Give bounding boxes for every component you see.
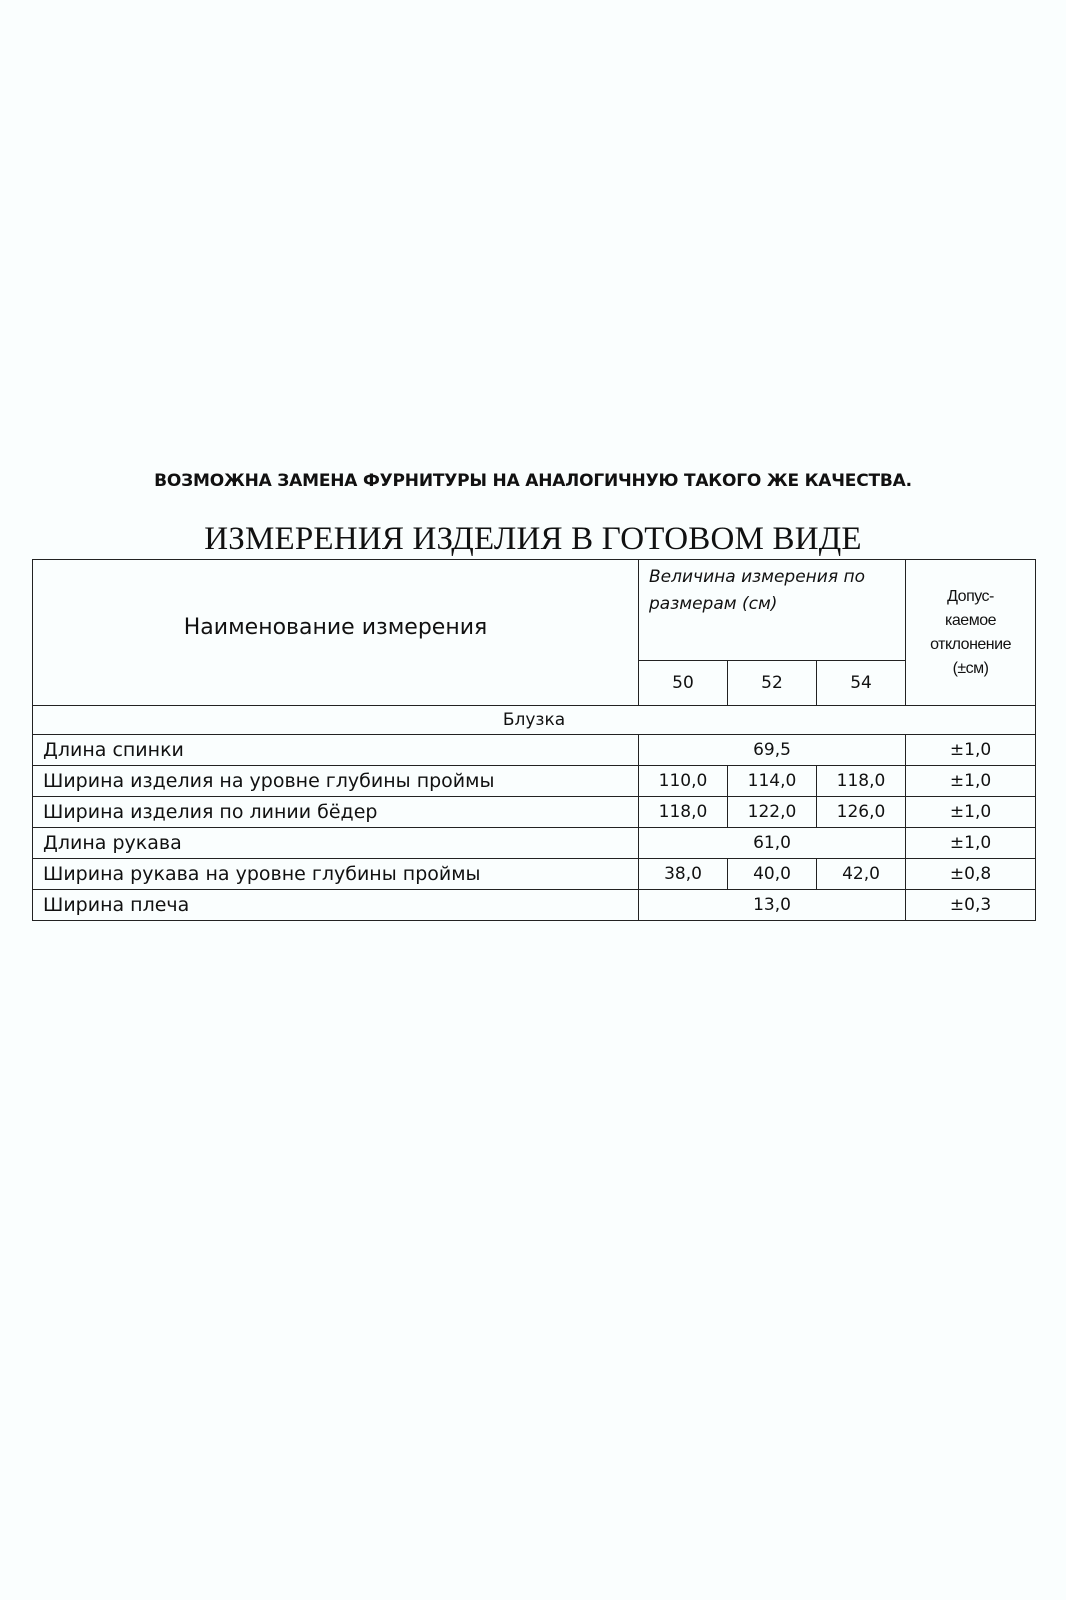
header-measurement-name: Наименование измерения [33, 560, 639, 706]
measurements-table [32, 559, 1036, 921]
measurement-value: 126,0 [817, 797, 906, 828]
measurement-name: Ширина плеча [33, 890, 639, 921]
measurement-value: 118,0 [817, 766, 906, 797]
size-header-cell: 54 [817, 661, 906, 706]
measurement-name: Ширина изделия по линии бёдер [33, 797, 639, 828]
measurement-value: 110,0 [639, 766, 728, 797]
measurement-value: 42,0 [817, 859, 906, 890]
table-row [33, 859, 1036, 890]
table-row [33, 828, 1036, 859]
table-row [33, 735, 1036, 766]
size-header-cell: 52 [728, 661, 817, 706]
measurement-value: 13,0 [639, 890, 906, 921]
measurement-value: 122,0 [728, 797, 817, 828]
measurement-value: 114,0 [728, 766, 817, 797]
tolerance-value: ±0,8 [906, 859, 1036, 890]
size-header-cell: 50 [639, 661, 728, 706]
tolerance-value: ±1,0 [906, 735, 1036, 766]
section-row [33, 706, 1036, 735]
table-row [33, 766, 1036, 797]
measurement-value: 69,5 [639, 735, 906, 766]
tolerance-value: ±0,3 [906, 890, 1036, 921]
measurement-value: 118,0 [639, 797, 728, 828]
measurement-name: Ширина изделия на уровне глубины проймы [33, 766, 639, 797]
page-title: ИЗМЕРЕНИЯ ИЗДЕЛИЯ В ГОТОВОМ ВИДЕ [204, 521, 862, 557]
table-row [33, 797, 1036, 828]
header-row [33, 560, 1036, 661]
fittings-notice: ВОЗМОЖНА ЗАМЕНА ФУРНИТУРЫ НА АНАЛОГИЧНУЮ ТАКОГО ЖЕ КАЧЕСТВА. [154, 471, 912, 491]
section-title: Блузка [33, 706, 1036, 735]
measurement-value: 40,0 [728, 859, 817, 890]
measurement-name: Длина рукава [33, 828, 639, 859]
tolerance-value: ±1,0 [906, 828, 1036, 859]
table-row [33, 890, 1036, 921]
header-measurement-value: Величина измерения по размерам (см) [639, 560, 906, 661]
measurement-value: 38,0 [639, 859, 728, 890]
measurement-value: 61,0 [639, 828, 906, 859]
tolerance-value: ±1,0 [906, 766, 1036, 797]
header-tolerance: Допус- каемое отклонение (±см) [906, 560, 1036, 706]
measurement-name: Длина спинки [33, 735, 639, 766]
tolerance-value: ±1,0 [906, 797, 1036, 828]
measurement-name: Ширина рукава на уровне глубины проймы [33, 859, 639, 890]
